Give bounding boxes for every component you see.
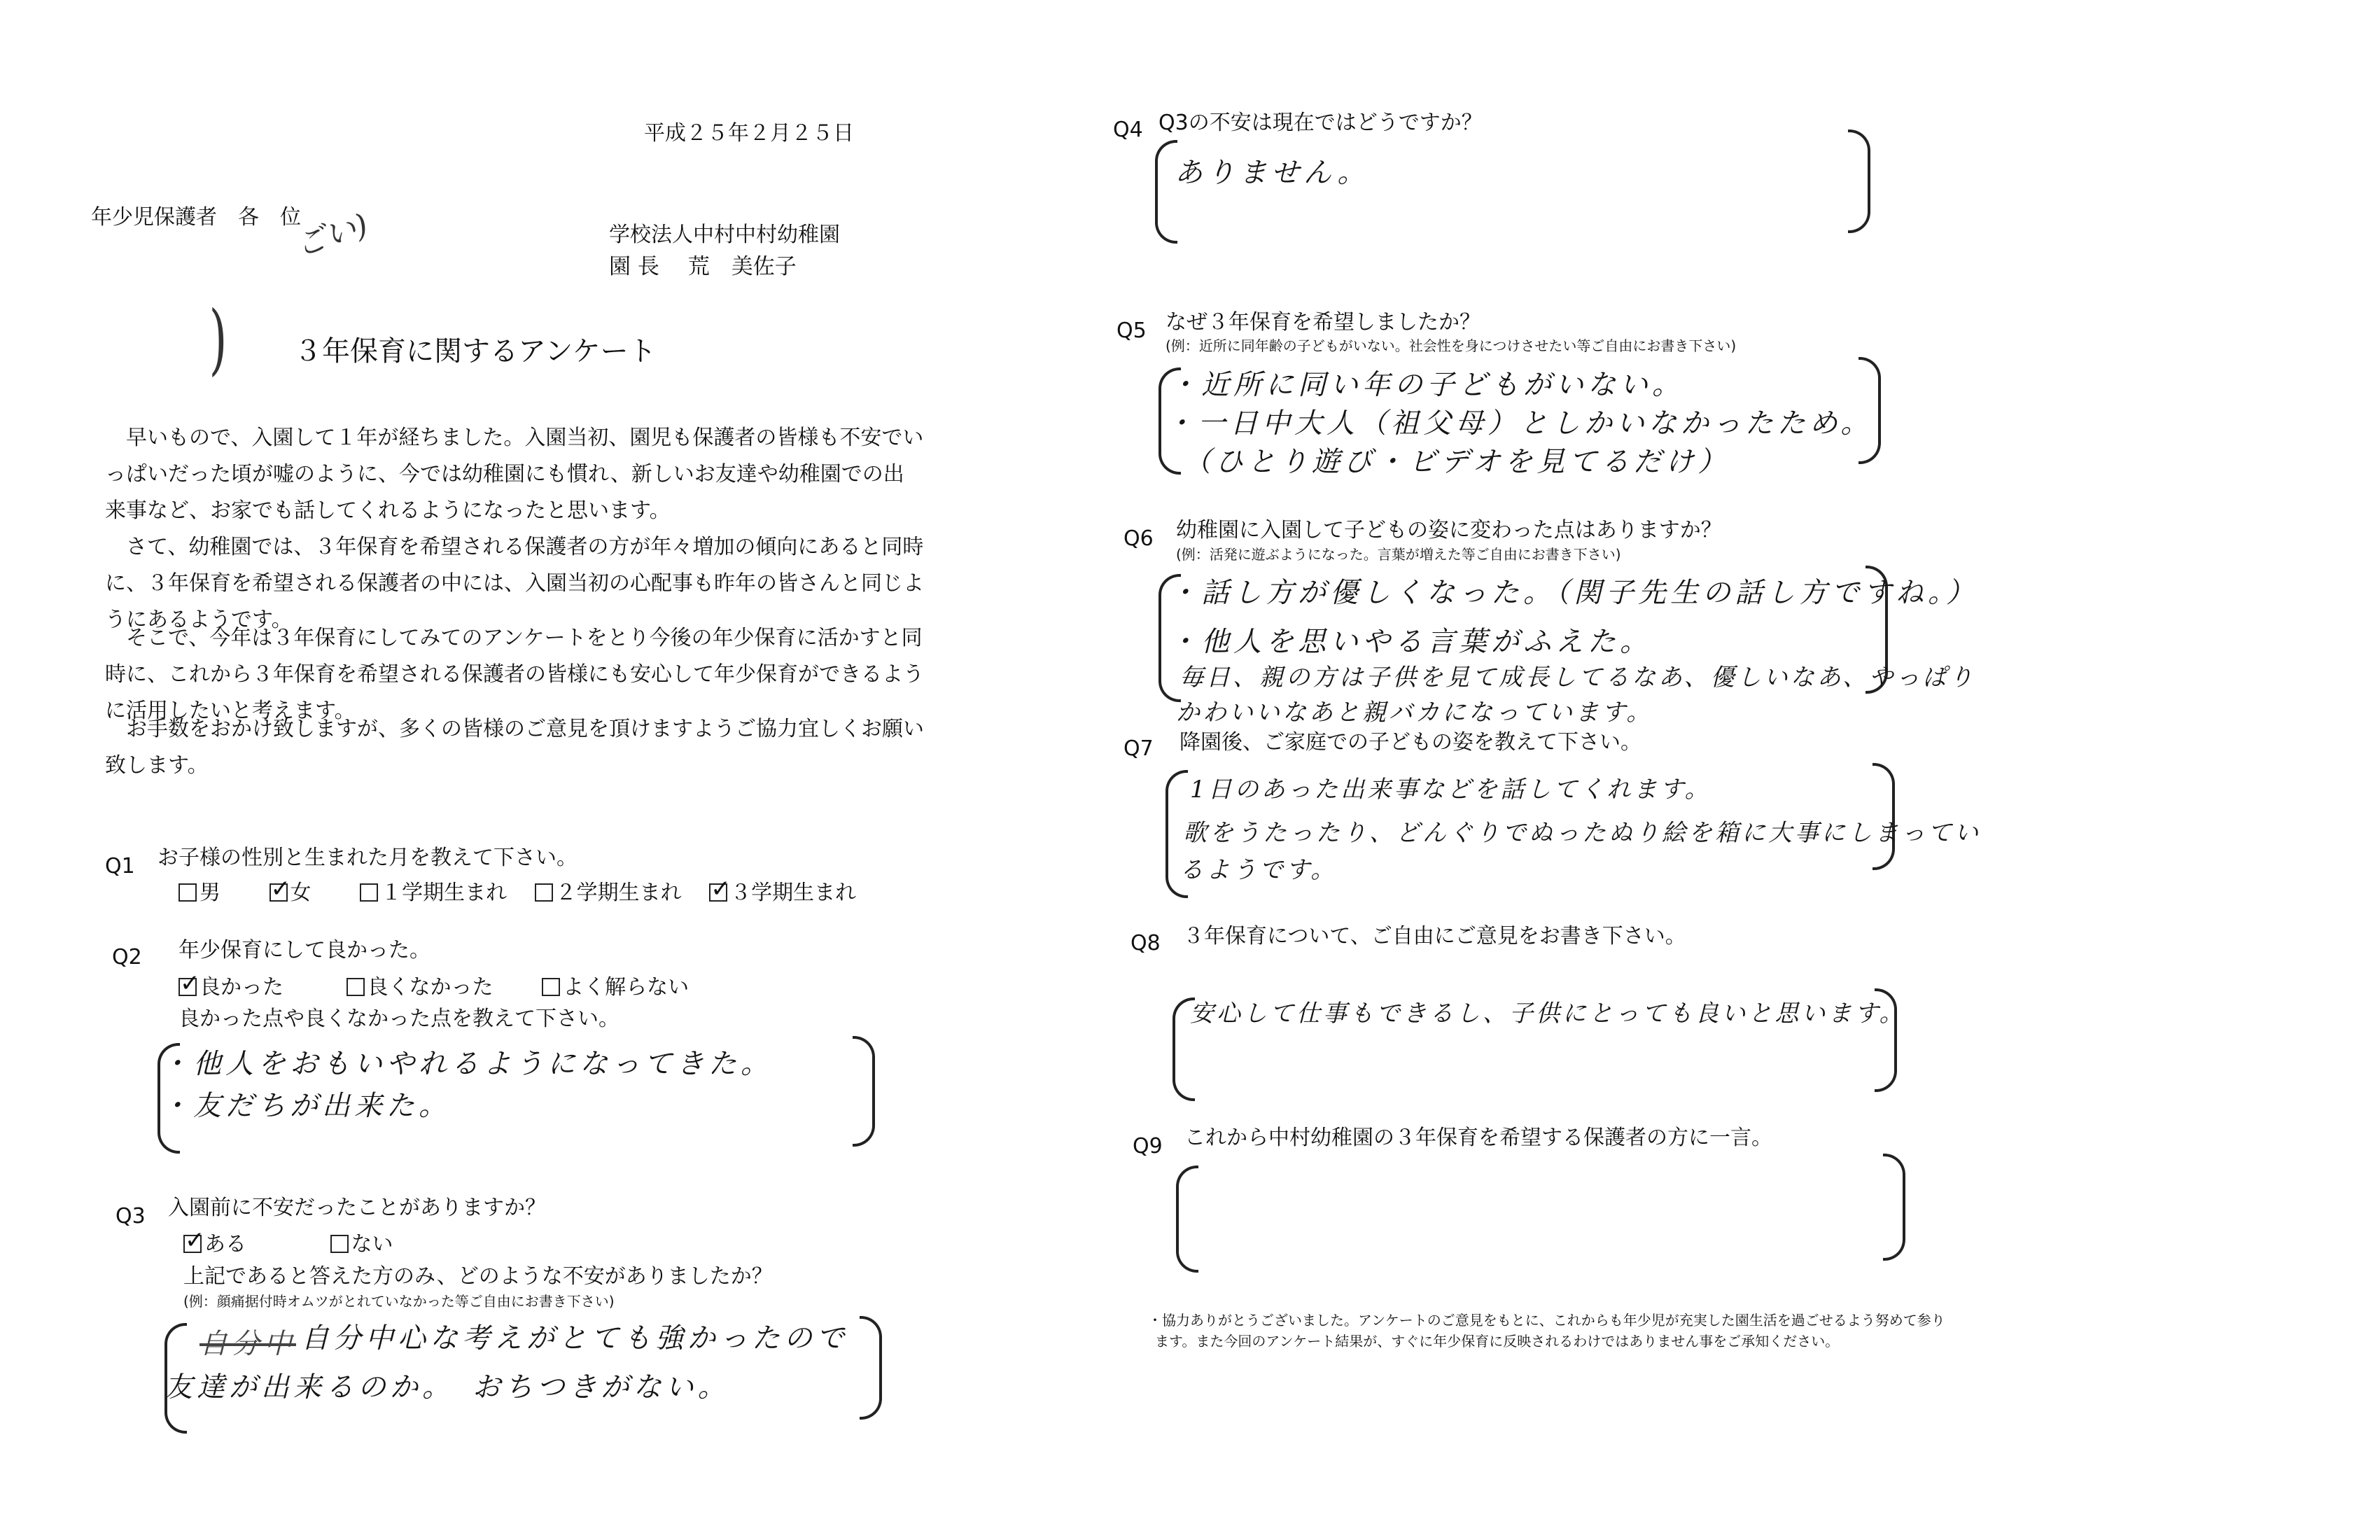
school-name: 学校法人中村中村幼稚園 [609,223,840,247]
q8-question: ３年保育について、ご自由にご意見をお書き下さい。 [1183,924,1686,948]
q4-answer-line-1: ありません。 [1175,157,1370,189]
q7-answer-line-3: るようです。 [1180,856,1338,884]
bracket-scribble: ) [209,294,227,384]
q3-answer-line-2: 友達が出来るのか。 おちつきがない。 [164,1371,730,1404]
q2-option-good[interactable]: ✓良かった [178,969,284,1000]
checkbox-icon [360,883,378,902]
q1-number: Q1 [105,854,135,878]
checkbox-icon [346,978,365,996]
q5-question: なぜ３年保育を希望しましたか？ [1166,310,1480,335]
q6-answer-line-2: ・他人を思いやる言葉がふえた。 [1169,626,1652,658]
q3-option-no[interactable]: ない [330,1226,393,1257]
q3-example: (例：顔痛据付時オムツがとれていなかった等ご自由にお書き下さい) [183,1293,615,1310]
footer-note-line-1: ・協力ありがとうございました。アンケートのご意見をもとに、これからも年少児が充実した園生活を過ごせるよう努めて参り [1148,1312,1945,1329]
checkbox-icon [542,978,560,996]
checked-checkbox-icon [709,883,727,902]
q6-answer-line-3: 毎日、親の方は子供を見て成長してるなあ、優しいなあ、やっぱり [1180,664,1976,692]
q7-answer-line-1: 1日のあった出来事などを話してくれます。 [1190,776,1712,804]
q3-struck-text: 自分中 [200,1328,296,1360]
q5-answer-line-2: ・一日中大人（祖父母）としかいなかったため。 [1166,407,1873,440]
q2-answer-line-2: ・友だちが出来た。 [161,1090,451,1122]
intro-paragraph-4: お手数をおかけ致しますが、多くの皆様のご意見を頂けますようご協力宜しくお願い致します。 [105,717,924,778]
q9-answer-bracket-right [1883,1154,1905,1261]
q3-question: 入園前に不安だったことがありますか？ [168,1196,546,1220]
checkbox-icon [535,883,553,902]
q6-question: 幼稚園に入園して子どもの姿に変わった点はありますか？ [1176,518,1722,542]
recipient-line: 年少児保護者 各 位 [91,205,301,230]
q2-option-unsure[interactable]: よく解らない [542,969,689,1000]
q4-answer-bracket-right [1848,130,1870,233]
q2-answer-bracket-right [853,1036,875,1147]
q2-subquestion: 良かった点や良くなかった点を教えて下さい。 [178,1007,620,1031]
q9-question: これから中村幼稚園の３年保育を希望する保護者の方に一言。 [1184,1126,1772,1150]
q2-answer-line-1: ・他人をおもいやれるようになってきた。 [161,1048,773,1080]
q8-answer-line-1: 安心して仕事もできるし、子供にとっても良いと思います。 [1190,1000,1906,1028]
q1-option-term2[interactable]: ２学期生まれ [535,875,682,906]
q3-number: Q3 [115,1204,146,1228]
q5-answer-line-1: ・近所に同い年の子どもがいない。 [1169,369,1684,401]
q8-number: Q8 [1130,931,1161,955]
q1-option-term1[interactable]: １学期生まれ [360,875,507,906]
q2-options [178,969,689,1000]
q4-question: Q3の不安は現在ではどうですか？ [1158,111,1483,135]
q1-option-male[interactable]: 男 [178,875,220,906]
q3-options [183,1226,393,1257]
q6-number: Q6 [1124,526,1154,551]
checked-checkbox-icon [270,883,288,902]
q3-answer-bracket-right [860,1316,882,1420]
q3-answer-line-1: 自分中心な考えがとても強かったので [301,1322,848,1354]
q2-number: Q2 [112,945,142,969]
q4-number: Q4 [1113,118,1143,142]
checked-checkbox-icon [178,978,197,996]
q7-answer-line-2: 歌をうたったり、どんぐりでぬったぬり絵を箱に大事にしまってい [1183,819,1981,847]
q9-answer-bracket-left [1176,1166,1198,1273]
intro-paragraph-2: さて、幼稚園では、３年保育を希望される保護者の方が年々増加の傾向にあると同時に、３年保育を希望される保護者の中には、入園当初の心配事も昨年の皆さんと同じようにあるようです。 [105,535,924,632]
survey-title: ３年保育に関するアンケート [294,335,657,368]
q1-options [178,875,856,906]
intro-paragraph-3: そこで、今年は３年保育にしてみてのアンケートをとり今後の年少保育に活かすと同時に、これから３年保育を希望される保護者の皆様にも安心して年少保育ができるように活用したいと考えます。 [105,626,924,723]
checkbox-icon [178,883,197,902]
q3-subquestion: 上記であると答えた方のみ、どのような不安がありましたか？ [183,1264,773,1289]
q6-example: (例：活発に遊ぶようになった。言葉が増えた等ご自由にお書き下さい) [1176,546,1621,563]
q7-question: 降園後、ご家庭での子どもの姿を教えて下さい。 [1180,730,1642,755]
q5-example: (例：近所に同年齢の子どもがいない。社会性を身につけさせたい等ご自由にお書き下さい) [1166,337,1737,354]
q1-question: お子様の性別と生まれた月を教えて下さい。 [158,846,578,870]
intro-paragraph-1: 早いもので、入園して１年が経ちました。入園当初、園児も保護者の皆様も不安でいっぱいだった頃が嘘のように、今では幼稚園にも慣れ、新しいお友達や幼稚園での出来事など、お家でも話してくれるようになったと思います。 [105,426,924,523]
q6-answer-line-1: ・話し方が優しくなった。（関子先生の話し方ですね。） [1169,577,1978,609]
q5-answer-line-3: （ひとり遊び・ビデオを見てるだけ） [1183,446,1730,478]
document-date: 平成２５年２月２５日 [644,121,854,146]
checkbox-icon [330,1235,349,1253]
q2-question: 年少保育にして良かった。 [178,938,430,962]
header-scribble: ごい) [291,206,372,264]
q5-number: Q5 [1116,318,1147,343]
q3-option-yes[interactable]: ✓ある [183,1226,246,1257]
q1-option-term3[interactable]: ✓ ３学期生まれ [709,875,856,906]
q9-number: Q9 [1133,1134,1163,1158]
q6-answer-line-4: かわいいなあと親バカになっています。 [1176,699,1653,727]
q2-option-not-good[interactable]: 良くなかった [346,969,493,1000]
q7-number: Q7 [1124,736,1154,761]
principal-name: 園 長 荒 美佐子 [609,254,797,279]
checked-checkbox-icon [183,1235,202,1253]
q1-option-female[interactable]: ✓ 女 [270,875,312,906]
footer-note-line-2: ます。また今回のアンケート結果が、すぐに年少保育に反映されるわけではありません事をご承知ください。 [1155,1333,1840,1350]
